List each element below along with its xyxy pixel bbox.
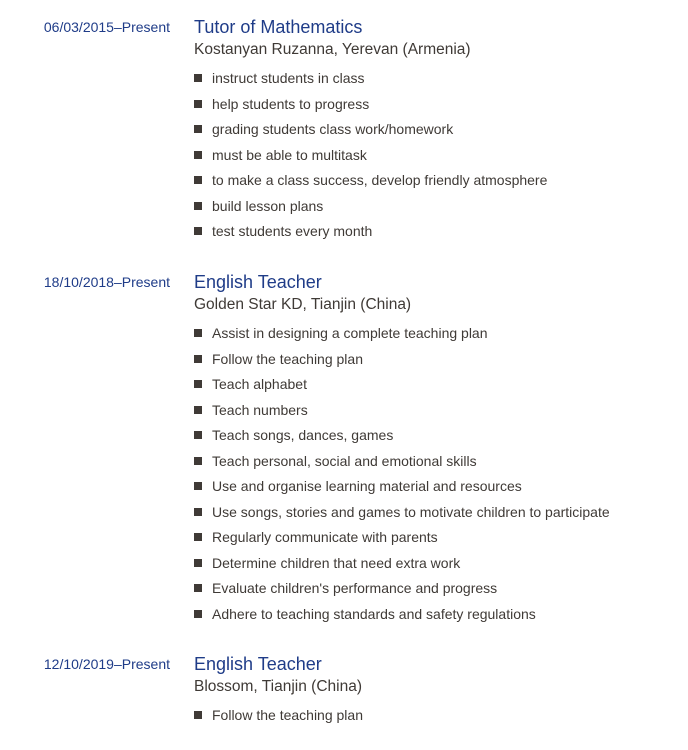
entry-employer: Golden Star KD, Tianjin (China) bbox=[194, 296, 412, 313]
duty-item bbox=[194, 426, 610, 452]
duty-item bbox=[194, 503, 610, 529]
duty-list bbox=[194, 324, 610, 630]
duty-list bbox=[194, 69, 547, 248]
duty-list bbox=[194, 706, 363, 732]
square-bullet-icon bbox=[194, 227, 202, 235]
square-bullet-icon bbox=[194, 100, 202, 108]
duty-item bbox=[194, 375, 610, 401]
duty-text: build lesson plans bbox=[212, 197, 324, 214]
duty-text: Follow the teaching plan bbox=[212, 350, 363, 367]
duty-text: Teach songs, dances, games bbox=[212, 427, 394, 443]
square-bullet-icon bbox=[194, 584, 202, 592]
square-bullet-icon bbox=[194, 533, 202, 541]
duty-item bbox=[194, 197, 547, 223]
duty-item bbox=[194, 605, 610, 631]
duty-item bbox=[194, 222, 547, 248]
duty-item bbox=[194, 528, 610, 554]
duty-text: Assist in designing a complete teaching plan bbox=[212, 325, 488, 341]
duty-text: grading students class work/homework bbox=[212, 121, 454, 137]
duty-text: Determine children that need extra work bbox=[212, 554, 461, 571]
duty-text: Teach numbers bbox=[212, 401, 308, 418]
duty-item bbox=[194, 452, 610, 478]
duty-text: must be able to multitask bbox=[212, 146, 367, 163]
duty-item bbox=[194, 477, 610, 503]
duty-text: Use and organise learning material and resources bbox=[212, 478, 522, 494]
duty-text: help students to progress bbox=[212, 95, 370, 112]
square-bullet-icon bbox=[194, 355, 202, 363]
duty-item bbox=[194, 579, 610, 605]
duty-text: Teach personal, social and emotional skills bbox=[212, 452, 477, 469]
entry-date: 18/10/2018–Present bbox=[43, 274, 170, 290]
entry-title: Tutor of Mathematics bbox=[194, 17, 363, 37]
duty-text: Follow the teaching plan bbox=[212, 707, 363, 723]
square-bullet-icon bbox=[194, 457, 202, 465]
duty-item bbox=[194, 350, 610, 376]
duty-text: test students every month bbox=[212, 223, 373, 239]
square-bullet-icon bbox=[194, 329, 202, 337]
duty-text: to make a class success, develop friendly atmosphere bbox=[212, 172, 548, 188]
duty-item bbox=[194, 146, 547, 172]
entry-date: 12/10/2019–Present bbox=[43, 656, 170, 672]
duty-text: instruct students in class bbox=[212, 70, 365, 86]
entry-employer: Blossom, Tianjin (China) bbox=[194, 678, 362, 695]
square-bullet-icon bbox=[194, 559, 202, 567]
square-bullet-icon bbox=[194, 406, 202, 414]
square-bullet-icon bbox=[194, 431, 202, 439]
duty-item bbox=[194, 706, 363, 732]
square-bullet-icon bbox=[194, 176, 202, 184]
entry-date: 06/03/2015–Present bbox=[43, 19, 170, 35]
square-bullet-icon bbox=[194, 202, 202, 210]
duty-item bbox=[194, 171, 547, 197]
duty-item bbox=[194, 120, 547, 146]
square-bullet-icon bbox=[194, 508, 202, 516]
entry-title: English Teacher bbox=[194, 272, 322, 292]
square-bullet-icon bbox=[194, 482, 202, 490]
square-bullet-icon bbox=[194, 711, 202, 719]
duty-text: Regularly communicate with parents bbox=[212, 529, 438, 545]
duty-item bbox=[194, 324, 610, 350]
duty-text: Use songs, stories and games to motivate children to participate bbox=[212, 503, 610, 520]
entry-employer: Kostanyan Ruzanna, Yerevan (Armenia) bbox=[194, 41, 471, 58]
duty-text: Adhere to teaching standards and safety regulations bbox=[212, 605, 536, 622]
square-bullet-icon bbox=[194, 74, 202, 82]
entry-title: English Teacher bbox=[194, 654, 322, 674]
duty-text: Teach alphabet bbox=[212, 376, 307, 392]
duty-item bbox=[194, 69, 547, 95]
duty-text: Evaluate children's performance and progress bbox=[212, 580, 498, 596]
square-bullet-icon bbox=[194, 380, 202, 388]
square-bullet-icon bbox=[194, 125, 202, 133]
duty-item bbox=[194, 554, 610, 580]
duty-item bbox=[194, 401, 610, 427]
duty-item bbox=[194, 95, 547, 121]
square-bullet-icon bbox=[194, 151, 202, 159]
square-bullet-icon bbox=[194, 610, 202, 618]
